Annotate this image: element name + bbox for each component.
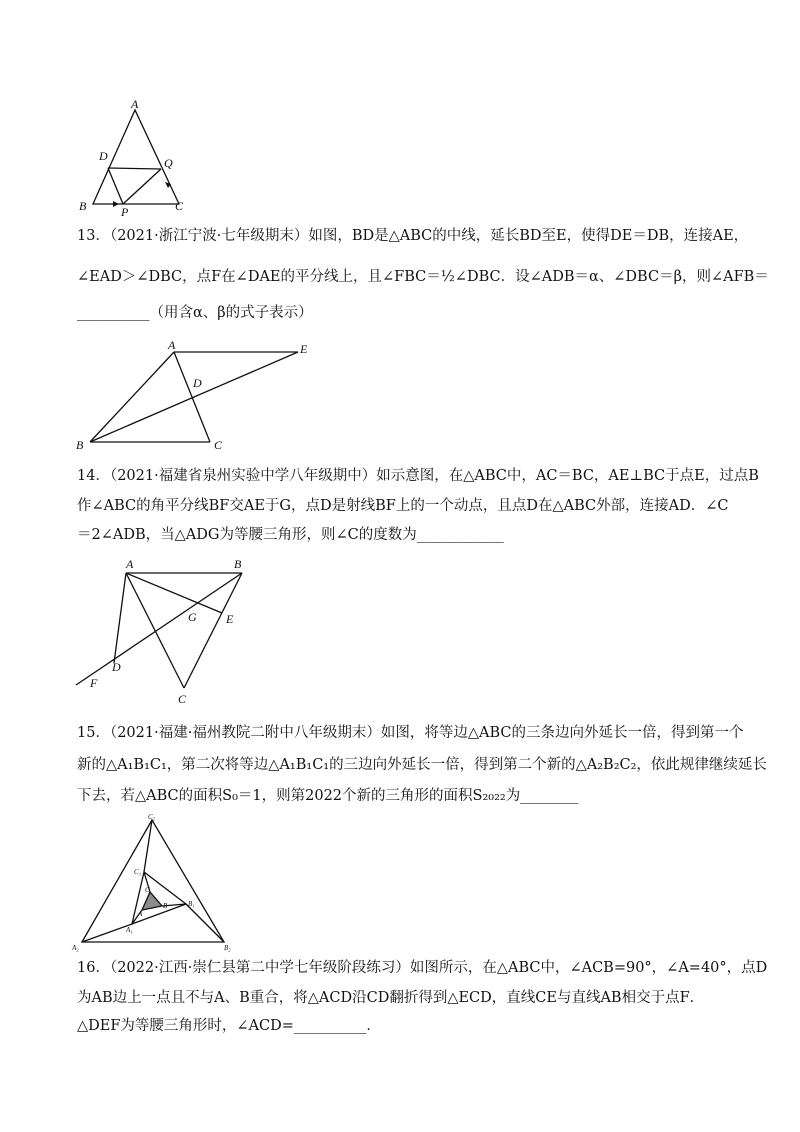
q13-line2: ∠EAD＞∠DBC，点F在∠DAE的平分线上，且∠FBC＝½∠DBC．设∠ADB＝α、∠DBC＝β，则∠AFB＝ (77, 269, 769, 285)
label-f: F (90, 676, 98, 690)
segment-ac (174, 352, 210, 442)
label-a1: A₁ (126, 926, 133, 934)
label-e: E (226, 612, 234, 626)
segment-ad (114, 573, 126, 663)
figure-q14 (70, 555, 270, 705)
label-b: B (79, 199, 87, 213)
label-a: A (138, 910, 143, 918)
segment-be (90, 352, 298, 442)
segment-ae (126, 573, 222, 613)
label-c: C (145, 886, 150, 894)
label-p: P (121, 205, 129, 218)
q13-line3: __________（用含α、β的式子表示） (77, 305, 313, 321)
label-b: B (163, 902, 168, 910)
q14-line3: ＝2∠ADB，当△ADG为等腰三角形，则∠C的度数为____________ (77, 527, 504, 543)
figure-q12 (75, 98, 195, 218)
figure-q15 (70, 812, 240, 952)
arrow-up-icon (165, 182, 171, 188)
label-b2: B₂ (224, 944, 231, 952)
arrow-right-icon (113, 201, 119, 207)
q16-line1: 16．（2022·江西·崇仁县第二中学七年级阶段练习）如图所示，在△ABC中，∠ACB=90°，∠A=40°，点D (77, 960, 768, 976)
label-d: D (193, 376, 202, 390)
triangle-abc (142, 892, 162, 910)
segment-ab (90, 352, 174, 442)
q15-line3: 下去，若△ABC的面积S₀＝1，则第2022个新的三角形的面积S₂₀₂₂为________ (77, 788, 579, 804)
q15-line2: 新的△A₁B₁C₁，第二次将等边△A₁B₁C₁的三边向外延长一倍，得到第二个新的△A₂B₂C₂，依此规律继续延长 (77, 757, 767, 773)
label-c: C (175, 199, 184, 213)
label-b1: B₁ (188, 900, 195, 908)
label-c2: C₂ (148, 813, 156, 821)
label-g: G (188, 610, 197, 624)
segment-pq (123, 169, 161, 204)
segment-dq (108, 168, 161, 169)
q14-line2: 作∠ABC的角平分线BF交AE于G，点D是射线BF上的一个动点，且点D在△ABC外部，连接AD．∠C (77, 498, 729, 514)
ray-bf (76, 573, 242, 685)
label-a2: A₂ (72, 944, 79, 952)
q14-line1: 14．（2021·福建省泉州实验中学八年级期中）如示意图，在△ABC中，AC＝BC，AE⊥BC于点E，过点B (77, 468, 759, 484)
label-d: D (99, 149, 108, 163)
q16-line2: 为AB边上一点且不与A、B重合，将△ACD沿CD翻折得到△ECD，直线CE与直线AB相交于点F． (77, 990, 705, 1006)
triangle-a2b2c2 (82, 820, 224, 942)
label-a: A (126, 557, 134, 571)
label-b: B (76, 438, 84, 452)
label-a: A (168, 338, 176, 352)
ext-a1a2 (82, 924, 132, 942)
segment-dp (108, 168, 123, 204)
label-d: D (112, 660, 121, 674)
label-c1: C₁ (134, 868, 142, 876)
label-a: A (131, 98, 139, 111)
segment-ac (126, 573, 184, 688)
q16-line3: △DEF为等腰三角形时，∠ACD=__________． (77, 1018, 381, 1034)
q13-line1: 13．（2021·浙江宁波·七年级期末）如图，BD是△ABC的中线，延长BD至E，使得DE＝DB，连接AE， (77, 228, 749, 244)
label-c: C (214, 438, 223, 452)
figure-q13 (70, 335, 330, 455)
segment-bc (184, 573, 242, 688)
q15-line1: 15．（2021·福建·福州教院二附中八年级期末）如图，将等边△ABC的三条边向外延长一倍，得到第一个 (77, 725, 744, 741)
label-c: C (178, 692, 187, 705)
label-q: Q (164, 156, 173, 170)
label-b: B (234, 557, 242, 571)
label-e: E (300, 342, 308, 356)
